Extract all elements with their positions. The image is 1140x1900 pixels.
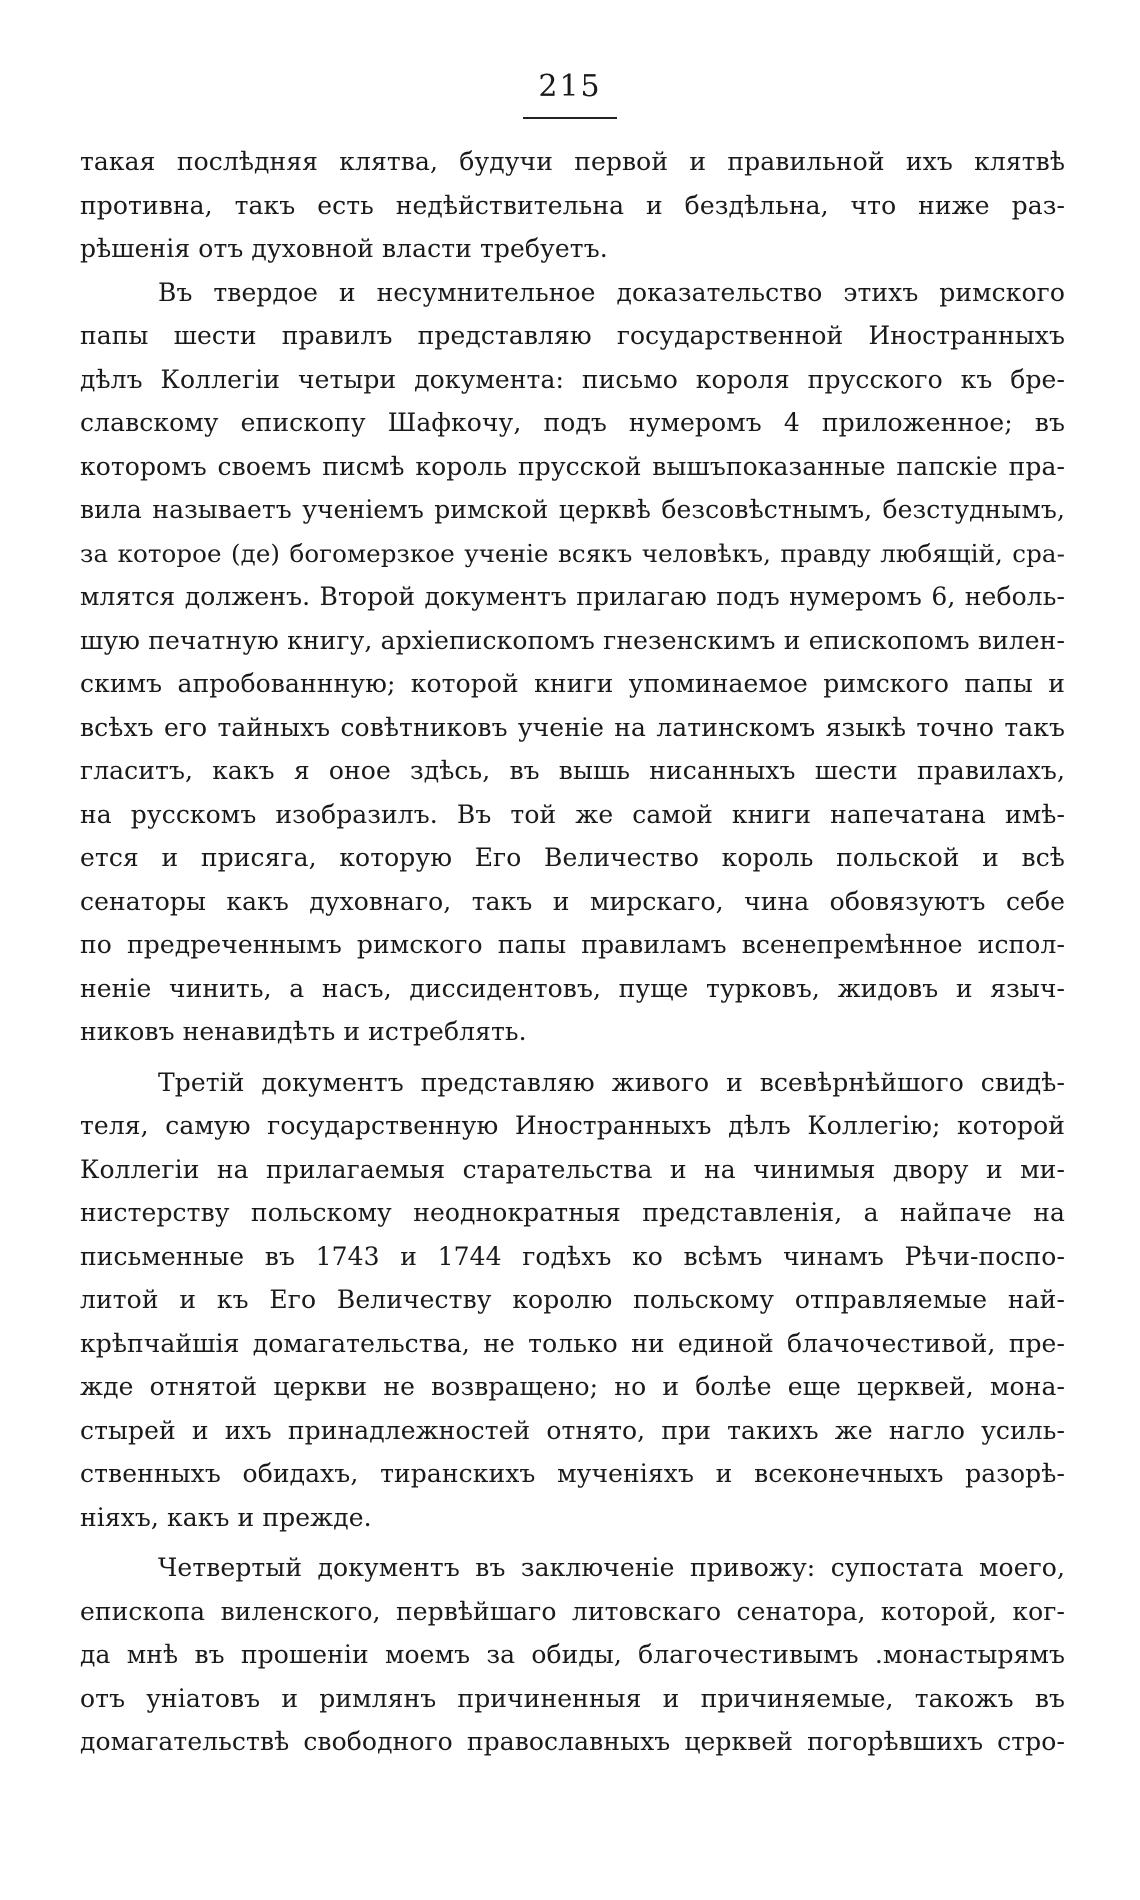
text-line: по предреченнымъ римского папы правиламъ всенепремѣнное испол- — [80, 930, 1065, 959]
text-line: папы шести правилъ представляю государственной Иностранныхъ — [80, 321, 1065, 350]
text-line: нистерству польскому неоднократныя представленія, а найпаче на — [80, 1198, 1065, 1227]
body-text — [80, 140, 1065, 1764]
text-line: ется и присяга, которую Его Величество король польской и всѣ — [80, 843, 1065, 872]
text-line: скимъ апробованнную; которой книги упоминаемое римского папы и — [80, 669, 1065, 698]
text-line: крѣпчайшія домагательства, не только ни единой блачочестивой, пре- — [80, 1328, 1065, 1358]
text-line: епископа виленского, первѣйшаго литовскаго сенатора, которой, ког- — [80, 1596, 1065, 1626]
text-line: домагательствѣ свободного православныхъ церквей погорѣвшихъ стро- — [80, 1727, 1065, 1756]
text-line: ніяхъ, какъ и прежде. — [80, 1502, 372, 1532]
paragraph-gap — [80, 1054, 1065, 1061]
text-line: шую печатную книгу, архіепископомъ гнезенскимъ и епископомъ вилен- — [80, 625, 1065, 655]
text-line: отъ уніатовъ и римлянъ причиненныя и причиняемые, такожъ въ — [80, 1683, 1065, 1713]
text-line: литой и къ Его Величеству королю польскому отправляемые най- — [80, 1285, 1065, 1314]
text-line: на русскомъ изобразилъ. Въ той же самой книги напечатана имѣ- — [80, 799, 1065, 829]
text-line: млятся долженъ. Второй документъ прилагаю подъ нумеромъ 6, неболь- — [80, 582, 1065, 611]
text-line: которомъ своемъ писмѣ король прусской вышъпоказанные папскіе пра- — [80, 451, 1065, 481]
text-line: Въ твердое и несумнительное доказательство этихъ римского — [158, 277, 1065, 307]
text-line: неніе чинить, а насъ, диссидентовъ, пуще турковъ, жидовъ и языч- — [80, 973, 1065, 1003]
text-line: противна, такъ есть недѣйствительна и бездѣльна, что ниже раз- — [80, 190, 1065, 220]
paragraph-4 — [80, 1546, 1065, 1764]
text-line: такая послѣдняя клятва, будучи первой и правильной ихъ клятвѣ — [80, 147, 1065, 176]
text-line: письменные въ 1743 и 1744 годѣхъ ко всѣмъ чинамъ Рѣчи-поспо- — [80, 1241, 1065, 1271]
text-line: рѣшенія отъ духовной власти требуетъ. — [80, 234, 608, 263]
text-line: за которое (де) богомерзкое ученіе всякъ человѣкъ, правду любящій, сра- — [80, 538, 1065, 568]
paragraph-1 — [80, 140, 1065, 271]
page-number: 215 — [538, 69, 602, 104]
paragraph-gap — [80, 1539, 1065, 1546]
text-line: да мнѣ въ прошеніи моемъ за обиды, благочестивымъ .монастырямъ — [80, 1640, 1065, 1669]
text-line: гласитъ, какъ я оное здѣсь, въ вышь нисанныхъ шести правилахъ, — [80, 756, 1065, 785]
page-number-rule — [523, 117, 617, 119]
text-line: Коллегіи на прилагаемыя старательства и на чинимыя двору и ми- — [80, 1154, 1065, 1184]
text-line: теля, самую государственную Иностранныхъ дѣлъ Коллегію; которой — [80, 1111, 1065, 1140]
text-line: ственныхъ обидахъ, тиранскихъ мученіяхъ и всеконечныхъ разорѣ- — [80, 1459, 1065, 1488]
text-line: славскому епископу Шафкочу, подъ нумеромъ 4 приложенное; въ — [80, 408, 1065, 437]
text-line: Четвертый документъ въ заключеніе привожу: супостата моего, — [158, 1553, 1065, 1582]
text-line: Третій документъ представляю живого и всевѣрнѣйшого свидѣ- — [158, 1067, 1065, 1097]
text-line: жде отнятой церкви не возвращено; но и болѣе еще церквей, мона- — [80, 1372, 1065, 1401]
text-line: никовъ ненавидѣть и истреблять. — [80, 1017, 527, 1046]
text-line: стырей и ихъ принадлежностей отнято, при такихъ же нагло усиль- — [80, 1415, 1065, 1445]
paragraph-3 — [80, 1061, 1065, 1540]
text-line: дѣлъ Коллегіи четыри документа: письмо короля прусского къ бре- — [80, 364, 1065, 394]
paragraph-2 — [80, 271, 1065, 1054]
text-line: сенаторы какъ духовнаго, такъ и мирскаго, чина обовязуютъ себе — [80, 886, 1065, 916]
text-line: вила называетъ ученіемъ римской церквѣ безсовѣстнымъ, безстуднымъ, — [80, 495, 1065, 524]
text-line: всѣхъ его тайныхъ совѣтниковъ ученіе на латинскомъ языкѣ точно такъ — [80, 712, 1065, 742]
